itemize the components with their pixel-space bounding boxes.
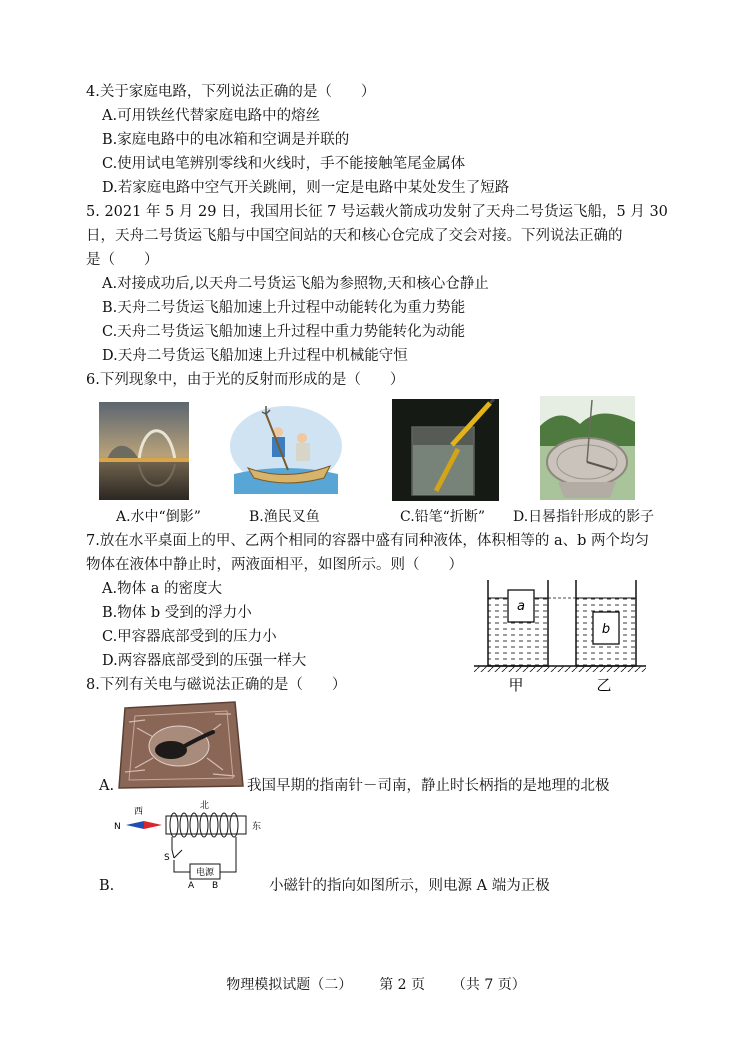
needle-south-half — [144, 821, 162, 829]
sundial-photo — [540, 396, 635, 500]
footer-page: 第 2 页 — [379, 977, 425, 993]
q5-option-c: C.天舟二号货运飞船加速上升过程中重力势能转化为动能 — [102, 324, 466, 340]
needle-north-half — [126, 821, 144, 829]
q5-stem-line-1: 5. 2021 年 5 月 29 日，我国用长征 7 号运载火箭成功发射了天舟二号货运飞船，5 月 30 — [86, 204, 668, 220]
block-a-label: a — [517, 599, 525, 614]
q8-option-a-text: 我国早期的指南针－司南，静止时长柄指的是地理的北极 — [247, 778, 610, 794]
q5-option-d: D.天舟二号货运飞船加速上升过程中机械能守恒 — [102, 348, 408, 364]
q7-option-a: A.物体 a 的密度大 — [102, 581, 222, 597]
sinan-compass-photo — [115, 698, 245, 791]
north-label: 北 — [200, 801, 210, 811]
q6-caption-b: B.渔民叉鱼 — [249, 509, 320, 525]
west-label: 西 — [134, 807, 144, 817]
q4-stem: 4.关于家庭电路，下列说法正确的是（ ） — [86, 84, 376, 100]
q6-caption-d: D.日晷指针形成的影子 — [513, 509, 655, 525]
solenoid-coils — [170, 813, 238, 837]
q4-option-c: C.使用试电笔辨别零线和火线时，手不能接触笔尾金属体 — [102, 156, 466, 172]
q8-stem: 8.下列有关电与磁说法正确的是（ ） — [86, 677, 347, 693]
q6-stem: 6.下列现象中，由于光的反射而形成的是（ ） — [86, 372, 405, 388]
q4-option-d: D.若家庭电路中空气开关跳闸，则一定是电路中某处发生了短路 — [102, 180, 510, 196]
q5-stem-line-2: 日，天舟二号货运飞船与中国空间站的天和核心仓完成了交会对接。下列说法正确的 — [86, 228, 623, 244]
terminal-b-label: B — [212, 881, 219, 888]
q8-option-b-letter: B. — [99, 878, 115, 894]
footer-title: 物理模拟试题（二） — [226, 977, 353, 993]
q7-option-b: B.物体 b 受到的浮力小 — [102, 605, 252, 621]
q7-stem-line-2: 物体在液体中静止时，两液面相平，如图所示。则（ ） — [86, 557, 463, 573]
q7-option-d: D.两容器底部受到的压强一样大 — [102, 653, 307, 669]
q4-option-a: A.可用铁丝代替家庭电路中的熔丝 — [102, 108, 321, 124]
q5-stem-line-3: 是（ ） — [86, 252, 159, 268]
q4-option-b: B.家庭电路中的电冰箱和空调是并联的 — [102, 132, 350, 148]
container-jia-label: 甲 — [508, 676, 524, 694]
q6-caption-c: C.铅笔“折断” — [400, 509, 485, 525]
q5-option-b: B.天舟二号货运飞船加速上升过程中动能转化为重力势能 — [102, 300, 466, 316]
needle-n-label: N — [114, 822, 121, 832]
footer-total: （共 7 页） — [451, 977, 526, 993]
q7-stem-line-1: 7.放在水平桌面上的甲、乙两个相同的容器中盛有同种液体，体积相等的 a、b 两个均匀 — [86, 533, 649, 549]
buoyancy-containers-diagram — [470, 578, 650, 694]
reflection-photo — [99, 402, 189, 500]
fisherman-picture — [226, 402, 346, 494]
solenoid-circuit-diagram — [112, 800, 272, 888]
pencil-in-water-photo — [392, 399, 499, 501]
container-yi-label: 乙 — [596, 676, 612, 694]
q6-caption-a: A.水中“倒影” — [116, 509, 201, 525]
q8-option-a-letter: A. — [99, 778, 115, 794]
page-footer — [0, 974, 752, 994]
east-label: 东 — [252, 822, 262, 832]
power-label: 电源 — [195, 868, 215, 878]
q8-option-b-text: 小磁针的指向如图所示，则电源 A 端为正极 — [269, 878, 550, 894]
q5-option-a: A.对接成功后,以天舟二号货运飞船为参照物,天和核心仓静止 — [102, 276, 489, 292]
terminal-a-label: A — [188, 881, 195, 888]
q7-option-c: C.甲容器底部受到的压力小 — [102, 629, 277, 645]
switch-label: S — [164, 853, 170, 863]
switch — [174, 850, 182, 858]
block-b-label: b — [601, 622, 611, 637]
